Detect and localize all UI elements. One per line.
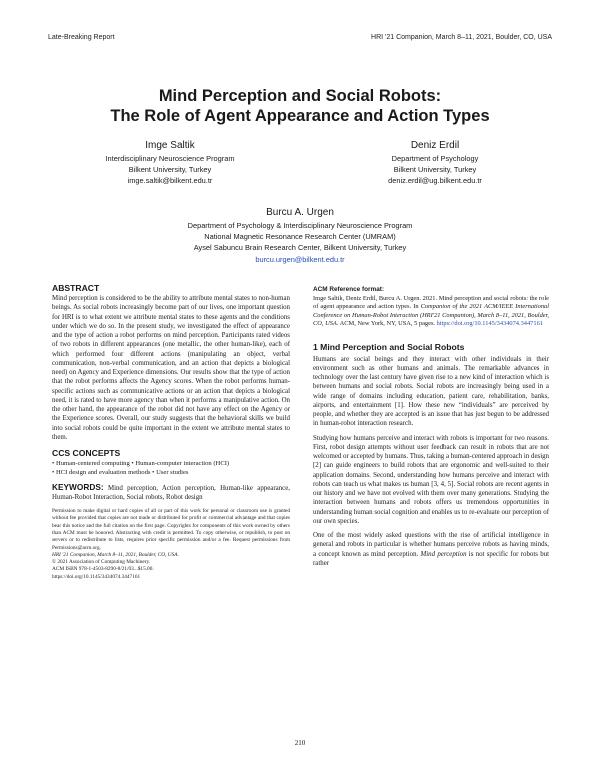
author-institution: Bilkent University, Turkey	[393, 165, 477, 175]
running-header-left: Late-Breaking Report	[48, 34, 115, 41]
right-column	[313, 286, 549, 573]
author-block-3	[130, 206, 470, 265]
permission-conference: HRI '21 Companion, March 8–11, 2021, Boulder, CO, USA.	[52, 551, 179, 558]
author-email[interactable]: imge.saltik@bilkent.edu.tr	[127, 176, 213, 186]
permission-isbn: ACM ISBN 978-1-4503-8290-8/21/03...$15.00.	[52, 566, 154, 573]
ccs-heading: CCS CONCEPTS	[52, 448, 121, 458]
author-name: Burcu A. Urgen	[266, 207, 334, 218]
author-institution-2: Aysel Sabuncu Brain Research Center, Bilkent University, Turkey	[193, 243, 407, 253]
author-name: Imge Saltik	[145, 140, 195, 151]
title-line-1: Mind Perception and Social Robots:	[158, 87, 442, 105]
author-email[interactable]: deniz.erdil@ug.bilkent.edu.tr	[388, 176, 482, 186]
title-line-2: The Role of Agent Appearance and Action Types	[110, 107, 490, 125]
section-1-heading: 1 Mind Perception and Social Robots	[313, 341, 465, 352]
author-block-2	[325, 139, 545, 187]
acm-reference	[313, 286, 549, 329]
section-1-paragraph-1: Humans are social beings and they interact with other individuals in their environment such as other humans and animals. The remarkable advances in technology over the last century have given rise to a new kind of interaction which is between humans and social robots. Social robots are increasingly being used in a wide range of domains including education, patient care, rehabilitation, banks, airports, and entertainment [1]. How these new “individuals” are perceived by people, and whether they are accepted is an issue that has just begun to be addressed in human-robot interaction research.	[313, 355, 549, 428]
section-1-paragraph-3	[313, 531, 549, 568]
running-header-right: HRI '21 Companion, March 8–11, 2021, Boulder, CO, USA	[371, 34, 552, 41]
permission-doi[interactable]: https://doi.org/10.1145/3434074.3447161	[52, 573, 141, 580]
paper-title	[0, 86, 600, 126]
ccs-item: • HCI design and evaluation methods • User studies	[52, 468, 290, 477]
keywords-text: Mind perception, Action perception, Human-like appearance, Human-Robot Interaction, Social robots, Robot design	[52, 484, 290, 501]
author-department: Department of Psychology & Interdisciplinary Neuroscience Program	[187, 221, 413, 230]
ccs-item: • Human-centered computing • Human-computer interaction (HCI)	[52, 459, 290, 468]
author-institution: Bilkent University, Turkey	[128, 165, 212, 175]
paragraph-3-text: One of the most widely asked questions with the rise of artificial intelligence in general and robots in particular is whether humans perceive robots as having minds, a concept known as mind perception.	[313, 532, 549, 558]
ccs-list	[52, 459, 290, 478]
section-1-paragraph-2: Studying how humans perceive and interact with robots is important for two reasons. First, robot design attempts without user feedback can result in robots that are not welcomed or accepted by humans. Thus, taking a human-centered approach in design [2] can guide engineers to build robots that are ergonomic and well-suited to their application domains. Second, understanding how humans perceive and interact with robots can teach us what makes us human [3, 4, 5]. Social robots are recent agents in our history and we have not evolved with them over many generations. Studying the interaction between humans and robots offers us tremendous opportunities in understanding human social cognition and enables us to re-evaluate our perception of our own species.	[313, 434, 549, 525]
acm-reference-authors: Imge Saltik, Deniz Erdil, Burcu A. Urgen. 2021. Mind perception and social robots: the role of agent appearance and action types. In	[313, 294, 549, 310]
author-department: Department of Psychology	[391, 154, 479, 163]
page-number: 210	[294, 739, 306, 747]
acm-reference-tail: ACM, New York, NY, USA, 5 pages.	[338, 320, 437, 327]
author-department: Interdisciplinary Neuroscience Program	[105, 154, 235, 163]
author-email-link[interactable]: burcu.urgen@bilkent.edu.tr	[255, 254, 345, 264]
keywords-heading: KEYWORDS:	[52, 481, 104, 492]
permission-text: Permission to make digital or hard copies of all or part of this work for personal or classroom use is granted without fee provided that copies are not made or distributed for profit or commercial advantage and that copies bear this notice and the full citation on the first page. Copyrights for components of this work owned by others than ACM must be honored. Abstracting with credit is permitted. To copy otherwise, or republish, to post on servers or to redistribute to lists, requires prior specific permission and/or a fee. Request permissions from Permissions@acm.org.	[52, 508, 290, 551]
author-name: Deniz Erdil	[410, 140, 460, 151]
author-institution: National Magnetic Resonance Research Center (UMRAM)	[204, 232, 396, 242]
paragraph-3-text-tail: is not specific for robots but rather	[313, 550, 549, 567]
acm-reference-venue: Companion of the 2021 ACM/IEEE International Conference on Human-Robot Interaction (HRI'21 Companion), March 8–11, 2021, Boulder, CO, USA.	[313, 303, 549, 327]
acm-reference-doi-link[interactable]: https://doi.org/10.1145/3434074.3447161	[436, 320, 543, 327]
abstract-heading: ABSTRACT	[52, 283, 100, 293]
paragraph-3-emphasis: Mind perception	[420, 550, 467, 558]
acm-reference-heading: ACM Reference format:	[313, 286, 385, 293]
keywords-block	[52, 483, 290, 503]
abstract-text: Mind perception is considered to be the ability to attribute mental states to non-human beings. As social robots increasingly become part of our lives, one important question for HRI is to what extent we attribute mental states to these agents and the conditions under which we do so. In the present study, we investigated the effect of appearance and the type of action a robot performs on mind perception. Participants rated videos of two robots in different appearances (one metallic, the other human-like), each of which performed four different actions (manipulating an object, verbal communication, non-verbal communication, and an action that depicts a biological need) on Agency and Experience dimensions. Our results show that the type of action that the robot performs affects the Agency scores. When the robot performs human-specific actions such as communicative actions or an action that depicts a biological need, it is rated to have more agency than when it performs a manipulative action. On the other hand, the appearance of the robot did not have any effect on the Agency or the Experience scores. Overall, our study suggests that the behavioral skills we build into social robots could be quite important in the extent we attribute mental states to them.	[52, 295, 290, 441]
author-block-1	[60, 139, 280, 187]
permission-copyright: © 2021 Association of Computing Machinery.	[52, 559, 151, 566]
left-column	[52, 282, 290, 581]
permission-block	[52, 508, 290, 581]
